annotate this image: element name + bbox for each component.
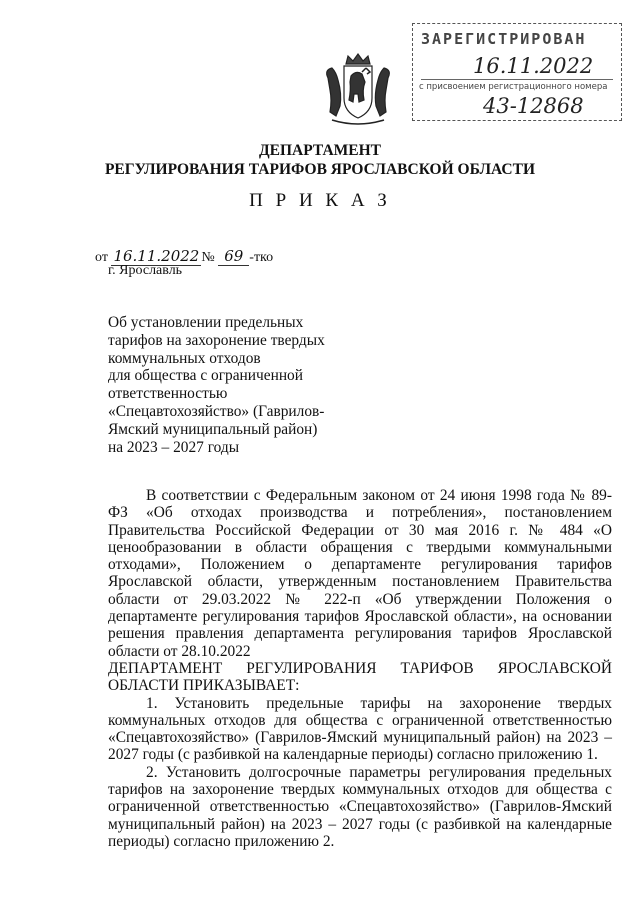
order-city: г. Ярославль (108, 263, 183, 278)
subject-line: «Спецавтохозяйство» (Гаврилов- (108, 402, 325, 420)
stamp-note: с присвоением регистрационного номера (419, 82, 608, 92)
stamp-number: 43-12868 (483, 94, 584, 118)
stamp-title: ЗАРЕГИСТРИРОВАН (421, 30, 587, 48)
coat-of-arms-seal (318, 50, 398, 132)
preamble-paragraph: В соответствии с Федеральным законом от 24 июня 1998 года № 89-ФЗ «Об отходах производства и потребления», постановлением Правительства Российской Федерации от 30 мая 2016 г. № 484 «О ценообразовании в области обращения с твердыми коммунальными отходами», Положением о департаменте регулирования тарифов Ярославской области, утвержденным постановлением Правительства области от 29.03.2022 № 222-п «Об утверждении Положения о департаменте регулирования тарифов Ярославской области», на основании решения правления департамента регулирования тарифов Ярославской области от 28.10.2022 (108, 487, 612, 660)
order-subject (108, 314, 348, 456)
subject-line: для общества с ограниченной (108, 367, 303, 385)
stamp-date: 16.11.2022 (473, 54, 594, 78)
subject-line: ответственностью (108, 385, 228, 403)
order-body (108, 487, 612, 850)
order-number: 69 (218, 247, 249, 266)
document-type: П Р И К А З (249, 190, 391, 211)
department-name-line2: РЕГУЛИРОВАНИЯ ТАРИФОВ ЯРОСЛАВСКОЙ ОБЛАСТИ (104, 161, 536, 178)
subject-line: коммунальных отходов (108, 349, 261, 367)
subject-line: Об установлении предельных (108, 314, 304, 331)
order-item-1: 1. Установить предельные тарифы на захоронение твердых коммунальных отходов для общества с ограниченной ответственностью «Спецавтохозяйство» (Гаврилов-Ямский муниципальный район) на 2023 – 2027 годы (с разбивкой на календарные периоды) согласно приложению 1. (108, 694, 612, 764)
number-sign: № (201, 250, 215, 265)
subject-line: на 2023 – 2027 годы (108, 438, 240, 456)
subject-line: тарифов на захоронение твердых (108, 331, 325, 349)
order-item-2: 2. Установить долгосрочные параметры регулирования предельных тарифов на захоронение твердых коммунальных отходов для общества с ограниченной ответственностью «Спецавтохозяйство» (Гаврилов-Ямский муниципальный район) на 2023 – 2027 годы (с разбивкой на календарные периоды) согласно приложению 2. (108, 763, 612, 850)
orders-paragraph: ДЕПАРТАМЕНТ РЕГУЛИРОВАНИЯ ТАРИФОВ ЯРОСЛАВСКОЙ ОБЛАСТИ ПРИКАЗЫВАЕТ: (108, 659, 612, 695)
date-prefix: от (95, 250, 108, 265)
department-name-line1: ДЕПАРТАМЕНТ (258, 142, 382, 159)
subject-line: Ямский муниципальный район) (108, 420, 318, 438)
number-suffix: -тко (249, 250, 274, 265)
registration-stamp (412, 23, 622, 121)
order-date: 16.11.2022 (113, 247, 200, 265)
